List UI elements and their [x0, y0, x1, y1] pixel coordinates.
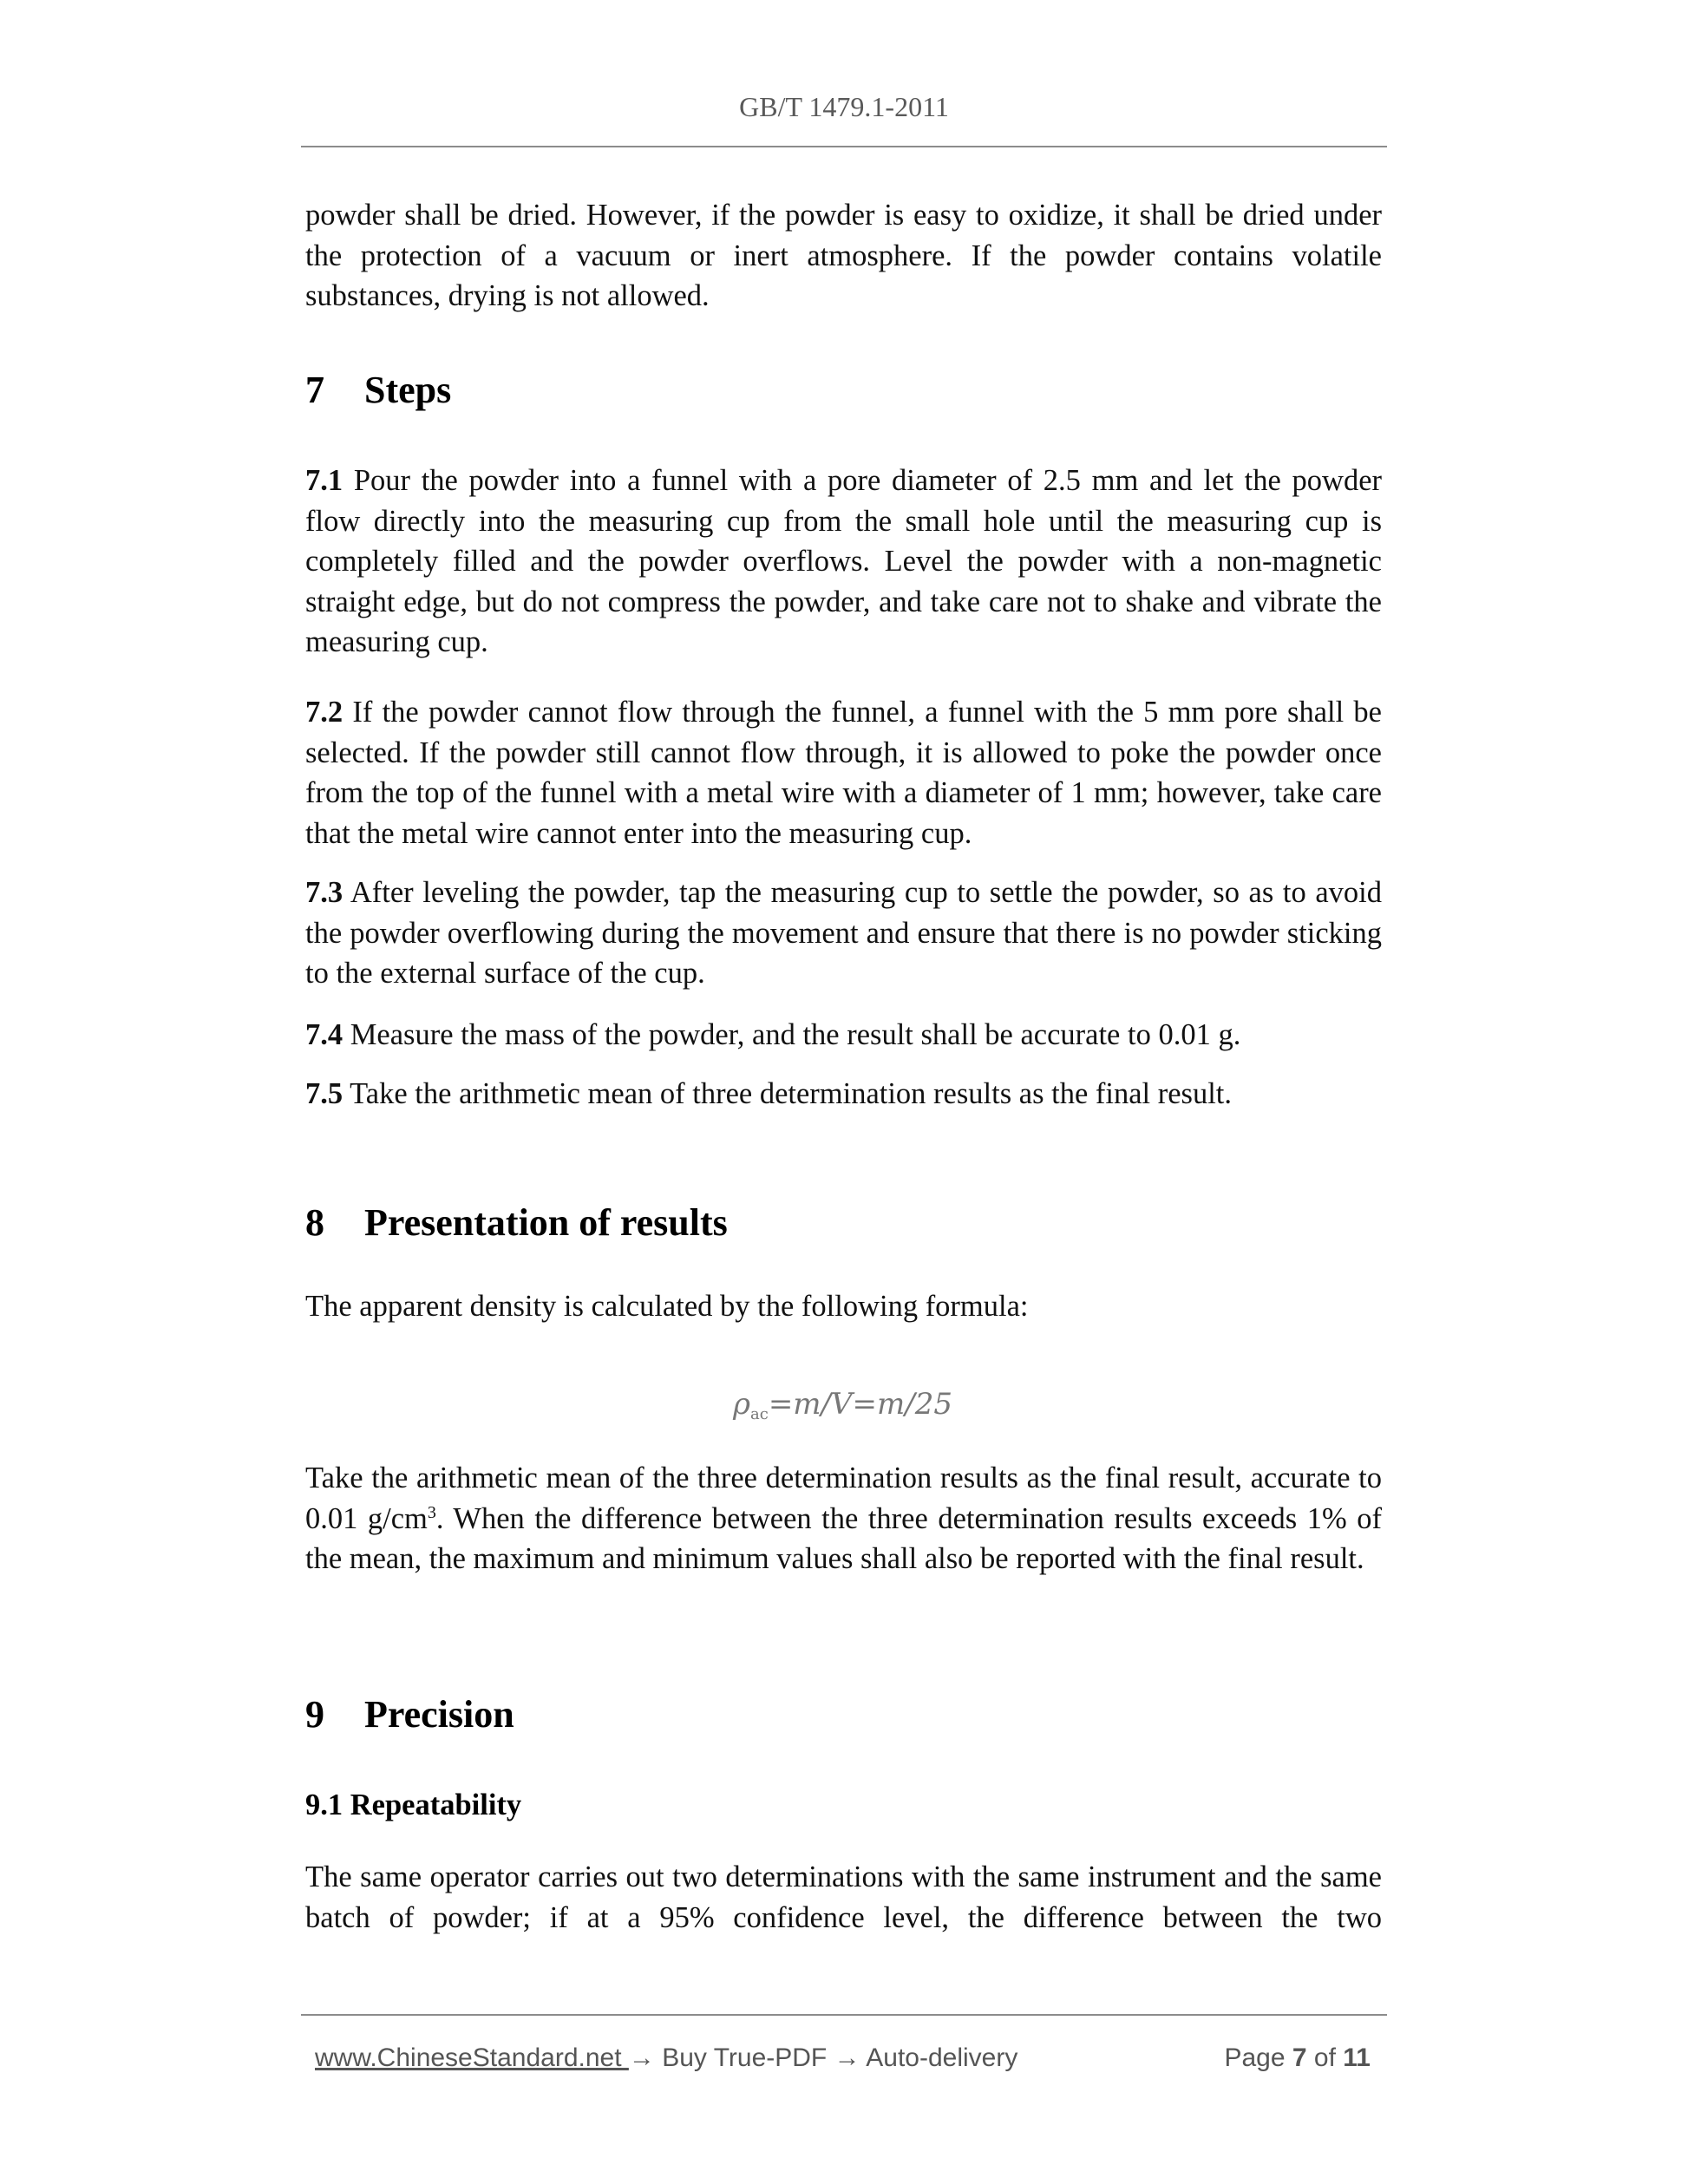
section-number: 7 — [305, 369, 324, 411]
clause-number: 7.4 — [305, 1018, 343, 1051]
unit-exponent: 3 — [427, 1502, 436, 1522]
header-rule — [301, 146, 1387, 147]
page-current: 7 — [1292, 2043, 1307, 2072]
website-link[interactable]: www.ChineseStandard.net — [315, 2043, 629, 2072]
formula-lead: The apparent density is calculated by the following formula: — [305, 1290, 1029, 1323]
formula-subscript: ac — [750, 1405, 769, 1423]
page-indicator — [1224, 2041, 1371, 2076]
clause-text: If the powder cannot flow through the funnel, a funnel with the 5 mm pore shall be selected. If the powder still cannot flow through, it is allowed to poke the powder once from the top of the funnel with a metal wire with a diameter of 1 mm; however, take care that the metal wire cannot enter into the measuring cup. — [305, 696, 1382, 850]
formula-rhs: =m/V=m/25 — [768, 1387, 952, 1422]
clause-7-1 — [305, 461, 1382, 663]
footer-tagline: → Buy True-PDF → Auto-delivery — [628, 2043, 1018, 2072]
clause-number: 7.5 — [305, 1077, 343, 1110]
footer-rule — [301, 2014, 1387, 2016]
clause-text: Pour the powder into a funnel with a pore diameter of 2.5 mm and let the powder flow directly into the measuring cup from the small hole until the measuring cup is completely filled and the powder overflows. Level the powder with a non-magnetic straight edge, but do not compress the powder, and take care not to shake and vibrate the measuring cup. — [305, 464, 1382, 658]
clause-text: After leveling the powder, tap the measuring cup to settle the powder, so as to avoid the powder overflowing during the movement and ensure that there is no powder sticking to the external surface of the cup. — [305, 876, 1382, 990]
intro-paragraph: powder shall be dried. However, if the powder is easy to oxidize, it shall be dried under the protection of a vacuum or inert atmosphere. If the powder contains volatile substances, drying is not allowed. — [305, 199, 1382, 312]
section-number: 9 — [305, 1693, 324, 1736]
clause-7-4 — [305, 1015, 1382, 1056]
section-title: Presentation of results — [364, 1201, 728, 1244]
page-total: 11 — [1343, 2043, 1371, 2072]
clause-number: 7.1 — [305, 464, 343, 497]
of-label: of — [1313, 2043, 1336, 2072]
clause-7-2 — [305, 692, 1382, 853]
document-code-header: GB/T 1479.1-2011 — [739, 91, 949, 122]
clause-text: Measure the mass of the powder, and the result shall be accurate to 0.01 g. — [350, 1018, 1241, 1051]
section-8-heading — [305, 1200, 728, 1246]
clause-number: 7.2 — [305, 696, 343, 729]
repeatability-paragraph: The same operator carries out two determinations with the same instrument and the same batch of powder; if at a 95% confidence level, the difference between the two — [305, 1860, 1382, 1934]
result-paragraph — [305, 1458, 1382, 1579]
clause-number: 7.3 — [305, 876, 343, 909]
result-text-pre: Take the arithmetic mean of the three determination results as the final result, accurate to 0.01 g/cm — [305, 1461, 1382, 1535]
section-7-heading — [305, 368, 451, 413]
clause-text: Take the arithmetic mean of three determination results as the final result. — [350, 1077, 1233, 1110]
section-title: Precision — [364, 1693, 514, 1736]
clause-7-3 — [305, 873, 1382, 994]
section-title: Steps — [364, 369, 452, 411]
result-text-post: . When the difference between the three determination results exceeds 1% of the mean, the maximum and minimum values shall also be reported with the final result. — [305, 1501, 1382, 1575]
density-formula — [733, 1383, 952, 1436]
formula-symbol: ρ — [733, 1387, 750, 1422]
page-footer — [315, 2041, 1373, 2076]
subsection-9-1-heading: 9.1 Repeatability — [305, 1788, 522, 1821]
page-label: Page — [1224, 2043, 1286, 2072]
section-9-heading — [305, 1692, 514, 1737]
clause-7-5 — [305, 1074, 1382, 1115]
section-number: 8 — [305, 1201, 324, 1244]
